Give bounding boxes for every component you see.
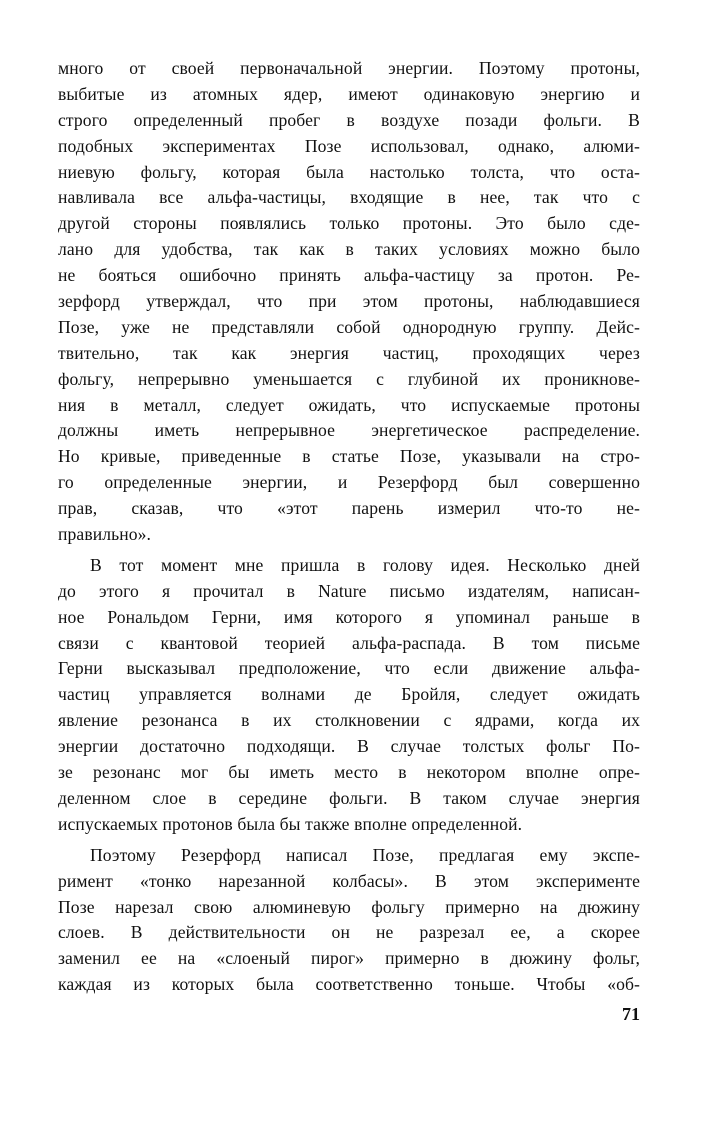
text-line: ния в металл, следует ожидать, что испускаемые протоны — [58, 394, 640, 415]
text-line: слоев. В действительности он не разрезал ее, а скорее — [58, 922, 640, 943]
text-line: го определенные энергии, и Резерфорд был совершенно — [58, 472, 640, 493]
text-line: Позе нарезал свою алюминевую фольгу примерно на дюжину — [58, 896, 640, 917]
text-line: заменил ее на «слоеный пирог» примерно в дюжину фольг, — [58, 948, 640, 969]
text-line: энергии достаточно подходящи. В случае толстых фольг По- — [58, 736, 640, 757]
text-line: должны иметь непрерывное энергетическое распределение. — [58, 420, 640, 441]
text-line: фольгу, непрерывно уменьшается с глубиной их проникнове- — [58, 368, 640, 389]
text-line: связи с квантовой теорией альфа-распада. В том письме — [58, 632, 640, 653]
text-line: деленном слое в середине фольги. В таком случае энергия — [58, 787, 640, 808]
text-line: твительно, так как энергия частиц, проходящих через — [58, 342, 640, 363]
text-line: Позе, уже не представляли собой однородную группу. Дейс- — [58, 316, 640, 337]
text-line: лано для удобства, так как в таких условиях можно было — [58, 239, 640, 260]
text-line: Но кривые, приведенные в статье Позе, указывали на стро- — [58, 446, 640, 467]
text-line: навливала все альфа-частицы, входящие в нее, так что с — [58, 187, 640, 208]
text-line: подобных экспериментах Позе использовал, однако, алюми- — [58, 135, 640, 156]
text-line: Герни высказывал предположение, что если движение альфа- — [58, 658, 640, 679]
text-line: ниевую фольгу, которая была настолько толста, что оста- — [58, 161, 640, 182]
text-line: правильно». — [58, 524, 152, 545]
text-line: другой стороны появлялись только протоны. Это было сде- — [58, 213, 640, 234]
text-line: прав, сказав, что «этот парень измерил что-то не- — [58, 498, 640, 519]
text-line: явление резонанса в их столкновении с ядрами, когда их — [58, 710, 640, 731]
paragraph — [58, 56, 640, 548]
text-line: римент «тонко нарезанной колбасы». В этом эксперименте — [58, 870, 640, 891]
paragraph — [58, 553, 640, 838]
text-line: ное Рональдом Герни, имя которого я упоминал раньше в — [58, 606, 640, 627]
text-line: выбитые из атомных ядер, имеют одинаковую энергию и — [58, 83, 640, 104]
text-line: много от своей первоначальной энергии. Поэтому протоны, — [58, 58, 640, 78]
text-line: В тот момент мне пришла в голову идея. Несколько дней — [90, 554, 640, 575]
text-line: строго определенный пробег в воздухе позади фольги. В — [58, 109, 640, 130]
text-line: зерфорд утверждал, что при этом протоны, наблюдавшиеся — [58, 291, 640, 312]
page-number: 71 — [622, 1004, 640, 1024]
text-line: до этого я прочитал в Nature письмо издателям, написан- — [58, 580, 640, 601]
text-line: зе резонанс мог бы иметь место в некотором вполне опре- — [58, 762, 640, 783]
text-line: не бояться ошибочно принять альфа-частицу за протон. Ре- — [58, 265, 640, 286]
text-line: частиц управляется волнами де Бройля, следует ожидать — [58, 684, 640, 705]
text-line: каждая из которых была соответственно тоньше. Чтобы «об- — [58, 974, 640, 995]
text-line: Поэтому Резерфорд написал Позе, предлагая ему экспе- — [90, 844, 640, 865]
text-line: испускаемых протонов была бы также вполне определенной. — [58, 813, 523, 834]
paragraph — [58, 843, 640, 998]
page-text — [58, 56, 640, 998]
